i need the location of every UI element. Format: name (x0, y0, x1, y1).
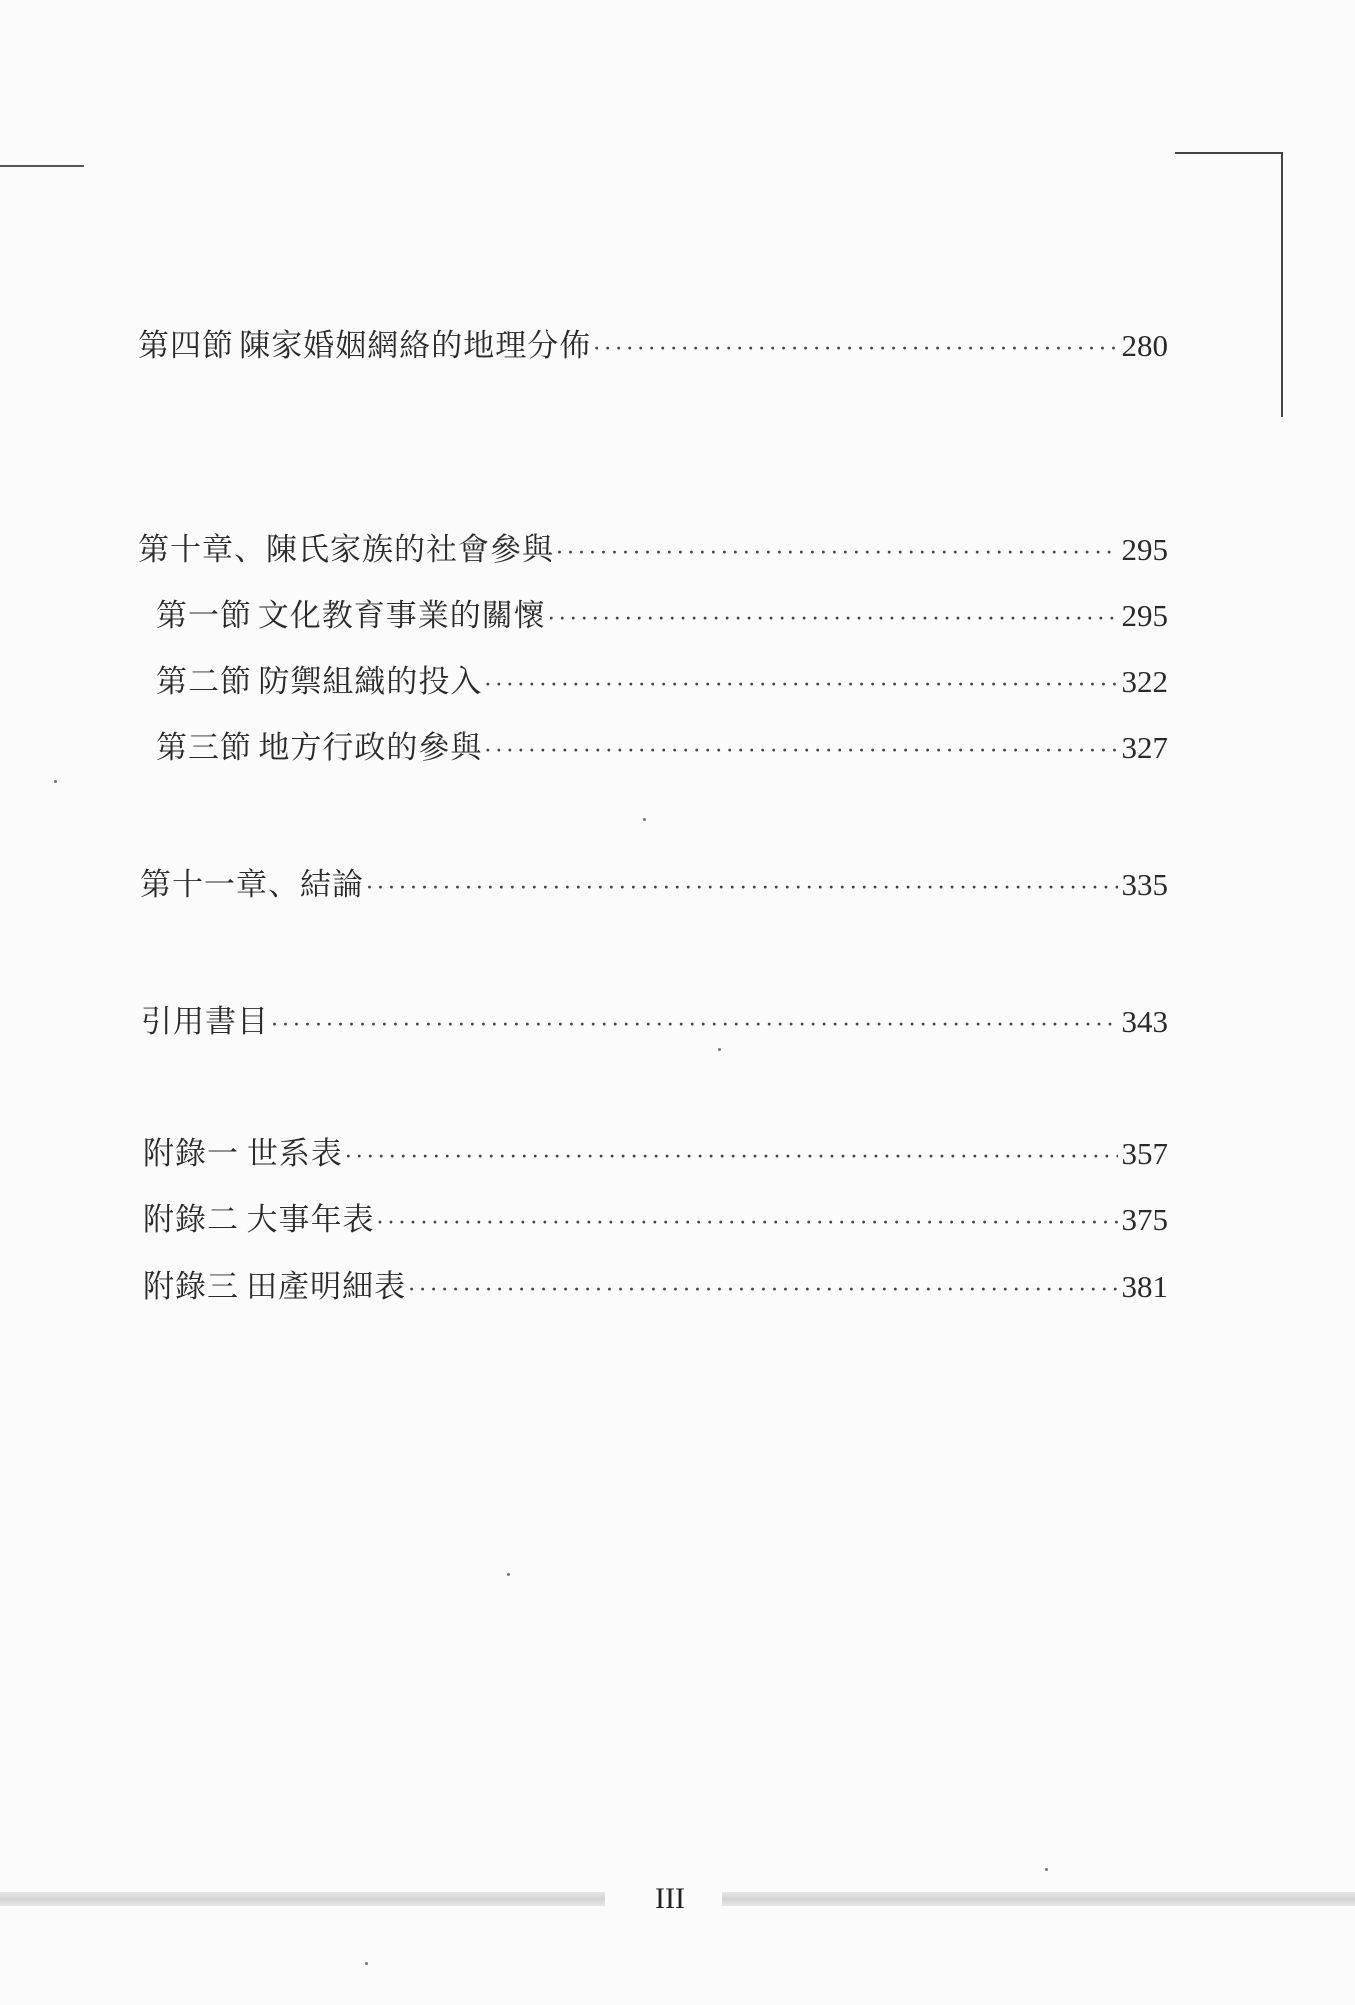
dot-leader (548, 600, 1118, 640)
scan-speck (718, 1048, 721, 1051)
toc-entry-title: 大事年表 (246, 1202, 375, 1238)
toc-entry-label: 第一節 (156, 598, 252, 634)
dot-leader (376, 1204, 1117, 1244)
toc-entry-appendix-3[interactable] (143, 1267, 1168, 1311)
toc-entry-appendix-2[interactable] (143, 1200, 1168, 1244)
toc-entry-bibliography[interactable] (141, 1002, 1168, 1046)
toc-entry-page: 322 (1121, 664, 1168, 699)
toc-entry-section-4[interactable] (138, 326, 1168, 370)
toc-entry-page: 381 (1121, 1269, 1168, 1304)
scan-speck (1045, 1868, 1048, 1871)
toc-entry-title: 田產明細表 (246, 1269, 407, 1305)
toc-entry-page: 375 (1121, 1202, 1168, 1237)
toc-entry-label: 第四節 (138, 328, 234, 364)
toc-entry-label: 附錄三 (143, 1269, 239, 1305)
dot-leader (366, 869, 1118, 909)
toc-entry-chapter-11[interactable] (140, 865, 1168, 909)
scan-corner-mark (1175, 152, 1283, 417)
dot-leader (484, 666, 1117, 706)
scan-speck (365, 1962, 368, 1965)
toc-entry-page: 343 (1121, 1004, 1168, 1039)
footer-band-right (722, 1892, 1355, 1906)
dot-leader (408, 1271, 1117, 1311)
toc-entry-chapter-10[interactable] (138, 530, 1168, 574)
scan-speck (643, 818, 646, 821)
toc-entry-page: 295 (1121, 532, 1168, 567)
toc-entry-label: 附錄二 (143, 1202, 239, 1238)
toc-entry-label: 引用書目 (141, 1004, 269, 1040)
dot-leader (345, 1138, 1118, 1178)
toc-entry-label: 第二節 (156, 664, 252, 700)
page-number: III (655, 1882, 685, 1915)
toc-entry-page: 357 (1121, 1136, 1168, 1171)
toc-entry-title: 陳家婚姻網絡的地理分佈 (239, 328, 592, 364)
dot-leader (484, 732, 1117, 772)
toc-entry-page: 295 (1121, 598, 1168, 633)
toc-entry-title: 世系表 (246, 1136, 343, 1172)
dot-leader (271, 1006, 1118, 1046)
dot-leader (556, 534, 1118, 574)
footer-band-left (0, 1892, 605, 1906)
toc-entry-title: 防禦組織的投入 (258, 664, 483, 700)
toc-entry-page: 335 (1121, 867, 1168, 902)
toc-entry-section-2[interactable] (156, 662, 1168, 706)
toc-entry-label: 第十章、陳氏家族的社會參與 (138, 532, 554, 568)
scan-edge-line (0, 165, 84, 167)
scan-speck (54, 780, 57, 783)
toc-entry-section-3[interactable] (156, 728, 1168, 772)
toc-entry-label: 附錄一 (143, 1136, 239, 1172)
toc-entry-appendix-1[interactable] (143, 1134, 1168, 1178)
toc-entry-section-1[interactable] (156, 596, 1168, 640)
toc-entry-page: 327 (1121, 730, 1168, 765)
toc-entry-title: 文化教育事業的關懷 (257, 598, 546, 634)
toc-entry-page: 280 (1121, 328, 1168, 363)
toc-entry-title: 地方行政的參與 (258, 730, 483, 766)
toc-entry-label: 第三節 (156, 730, 252, 766)
scan-speck (507, 1573, 510, 1576)
dot-leader (593, 330, 1117, 370)
toc-entry-label: 第十一章、結論 (140, 867, 364, 903)
